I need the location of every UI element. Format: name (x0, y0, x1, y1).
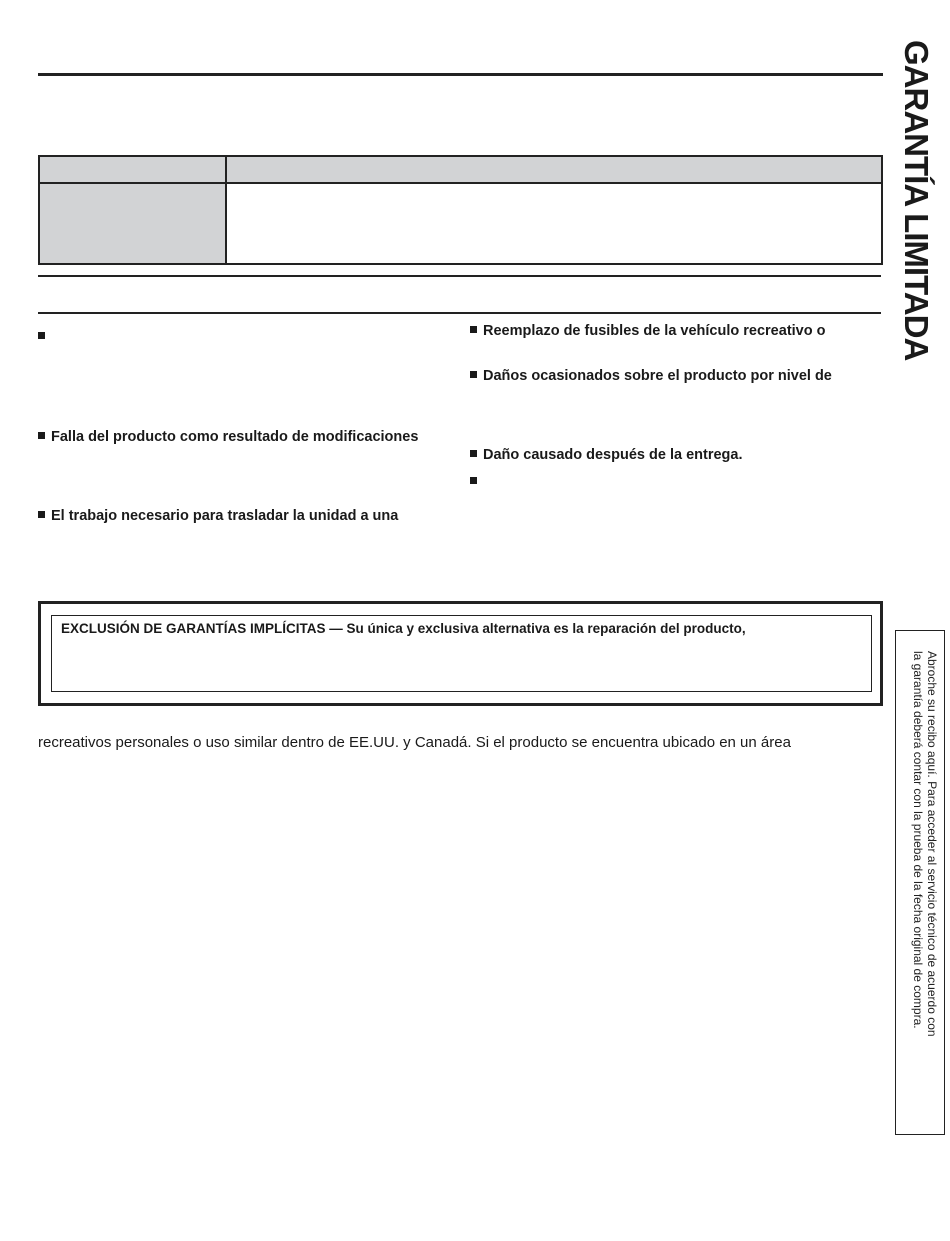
side-title-text: GARANTÍA LIMITADA (898, 40, 935, 361)
receipt-instructions (911, 651, 939, 1141)
bullet-square-icon (470, 326, 477, 333)
receipt-instructions-line: Abroche su recibo aquí. Para acceder al servicio técnico de acuerdo con (925, 651, 939, 1037)
bullet-square-icon (38, 332, 45, 339)
implied-warranty-inner-box (51, 615, 872, 692)
bullet-square-icon (470, 450, 477, 457)
warranty-table-divider (225, 184, 227, 263)
section-rule-top (38, 275, 881, 277)
implied-warranty-box (38, 601, 883, 706)
exclusion-item: Daños ocasionados sobre el producto por nivel de (470, 367, 832, 385)
body-text: recreativos personales o uso similar dentro de EE.UU. y Canadá. Si el producto se encuentra ubicado en un área (38, 734, 791, 751)
implied-warranty-text: EXCLUSIÓN DE GARANTÍAS IMPLÍCITAS — Su única y exclusiva alternativa es la reparación del producto, (61, 621, 746, 636)
exclusion-item: Reemplazo de fusibles de la vehículo recreativo o (470, 322, 825, 340)
warranty-table-header-divider (225, 157, 227, 182)
exclusion-item (470, 473, 483, 491)
section-rule-bottom (38, 312, 881, 314)
bullet-square-icon (38, 432, 45, 439)
bullet-square-icon (470, 477, 477, 484)
warranty-table-header (40, 157, 881, 184)
exclusion-item: El trabajo necesario para trasladar la unidad a una (38, 507, 398, 525)
receipt-attach-box (895, 630, 945, 1135)
bullet-square-icon (470, 371, 477, 378)
receipt-instructions-line: la garantía deberá contar con la prueba de la fecha original de compra. (911, 651, 925, 1029)
exclusion-item: Daño causado después de la entrega. (470, 446, 742, 464)
side-title (875, 40, 945, 390)
top-rule (38, 73, 883, 76)
exclusion-item: Falla del producto como resultado de modificaciones (38, 428, 418, 446)
exclusion-item (38, 328, 51, 346)
bullet-square-icon (38, 511, 45, 518)
warranty-table-period-cell (40, 184, 225, 263)
warranty-table (38, 155, 883, 265)
